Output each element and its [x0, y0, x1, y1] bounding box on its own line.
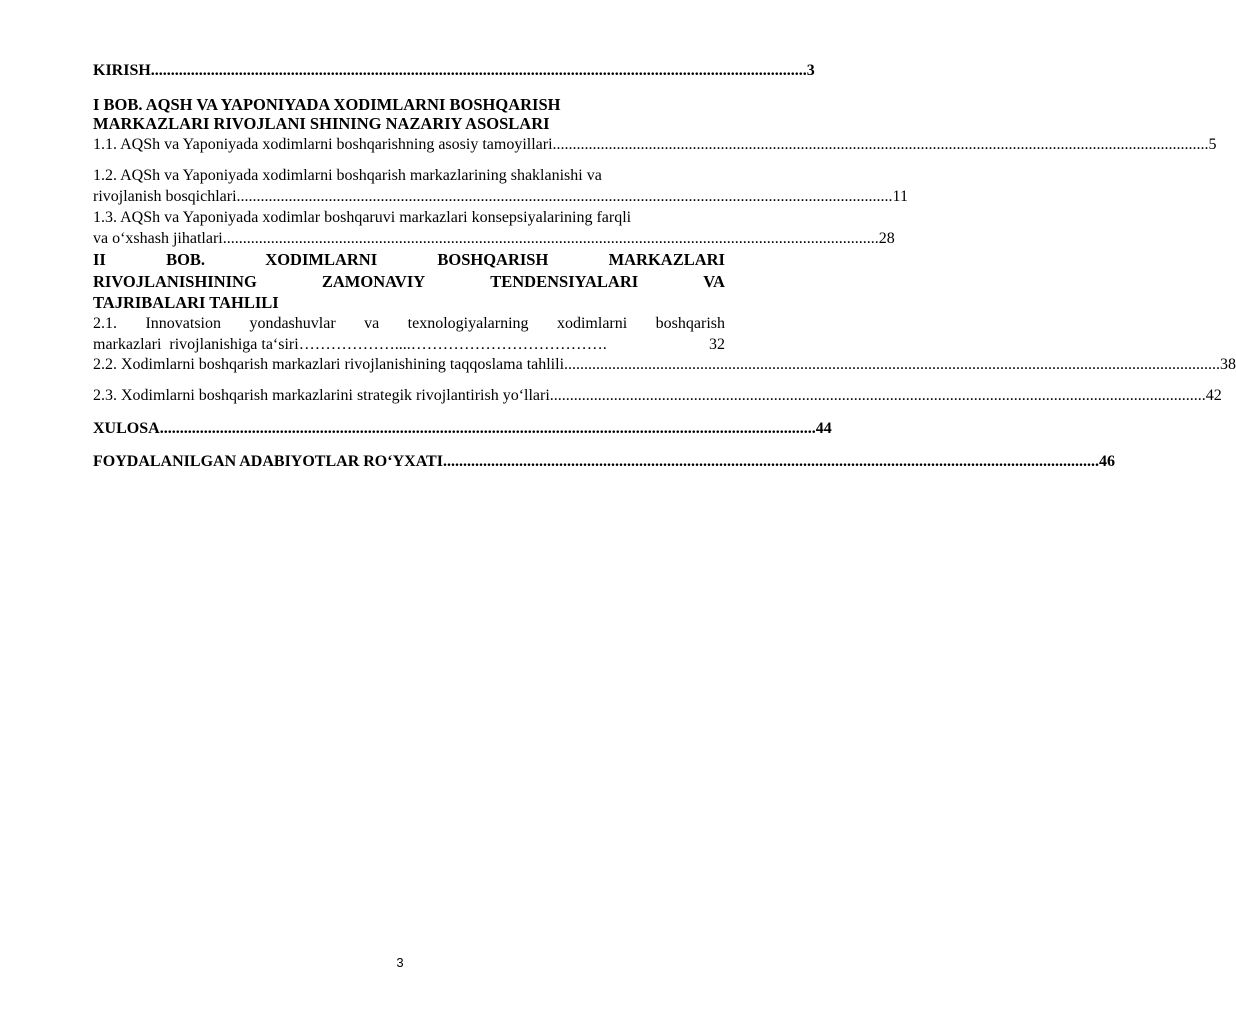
toc-page-number: 44 [815, 420, 832, 437]
toc-title: rivojlanish bosqichlari [93, 188, 237, 205]
toc-entry-2-1[interactable] [93, 335, 725, 354]
chapter-1-heading-line-2[interactable]: MARKAZLARI RIVOJLANI SHINING NAZARIY ASOSLARI [93, 114, 550, 133]
entry-word: xodimlarni [556, 315, 628, 332]
toc-entry-2-1-line-1[interactable] [93, 314, 725, 333]
heading-word: ZAMONAVIY [321, 272, 426, 291]
entry-word: boshqarish [655, 315, 725, 332]
heading-word: II [93, 250, 106, 269]
toc-title: markazlari rivojlanishiga ta‘siri [93, 336, 299, 353]
toc-entry-kirish[interactable] [93, 61, 815, 80]
toc-leader: .................................................................................................................................................................... [222, 230, 879, 247]
toc-leader: .................................................................................................................................................................... [236, 188, 893, 205]
chapter-2-heading-line-2[interactable] [93, 272, 725, 291]
chapter-1-heading-line-1[interactable]: I BOB. AQSH VA YAPONIYADA XODIMLARNI BOSHQARISH [93, 95, 561, 114]
heading-word: BOB. [166, 250, 206, 269]
heading-word: XODIMLARNI [265, 250, 378, 269]
heading-word: MARKAZLARI [608, 250, 725, 269]
toc-entry-2-2[interactable] [93, 355, 1236, 374]
toc-leader: ………………....………………………………. [298, 336, 607, 353]
toc-entry-1-3-line-1[interactable]: 1.3. AQSh va Yaponiyada xodimlar boshqaruvi markazlari konsepsiyalarining farqli [93, 209, 632, 226]
heading-word: RIVOJLANISHINING [93, 272, 257, 291]
toc-page-number: 5 [1208, 136, 1217, 153]
toc-leader: .................................................................................................................................................................... [159, 420, 816, 437]
toc-title: XULOSA [93, 420, 160, 437]
toc-page-number: 28 [878, 230, 895, 247]
chapter-2-heading-line-3[interactable]: TAJRIBALARI TAHLILI [93, 293, 279, 312]
toc-entry-2-3[interactable] [93, 386, 1222, 405]
toc-title: 2.2. Xodimlarni boshqarish markazlari rivojlanishining taqqoslama tahlili [93, 356, 565, 373]
toc-entry-xulosa[interactable] [93, 419, 832, 438]
toc-leader: .................................................................................................................................................................... [564, 356, 1221, 373]
toc-page-number: 42 [1205, 387, 1222, 404]
toc-page-number: 32 [709, 336, 725, 353]
toc-leader: .................................................................................................................................................................... [549, 387, 1206, 404]
toc-page-number: 38 [1220, 356, 1236, 373]
toc-entry-1-3[interactable] [93, 229, 895, 248]
toc-title: KIRISH [93, 62, 151, 79]
chapter-2-heading-line-1[interactable] [93, 250, 725, 269]
toc-page-number: 46 [1098, 453, 1115, 470]
toc-title: va o‘xshash jihatlari [93, 230, 223, 247]
toc-title: 1.1. AQSh va Yaponiyada xodimlarni boshqarishning asosiy tamoyillari [93, 136, 553, 153]
toc-page-number: 11 [892, 188, 908, 205]
toc-leader: .................................................................................................................................................................... [150, 62, 807, 79]
toc-leader: .................................................................................................................................................................... [442, 453, 1099, 470]
page-number: 3 [396, 955, 404, 970]
toc-page-number: 3 [806, 62, 815, 79]
entry-word: Innovatsion [145, 315, 221, 332]
toc-title: 2.3. Xodimlarni boshqarish markazlarini strategik rivojlantirish yo‘llari [93, 387, 550, 404]
heading-word: BOSHQARISH [437, 250, 549, 269]
toc-entry-1-1[interactable] [93, 135, 1217, 154]
heading-word: TENDENSIYALARI [490, 272, 639, 291]
entry-word: texnologiyalarning [407, 315, 529, 332]
toc-leader: .................................................................................................................................................................... [552, 136, 1209, 153]
toc-entry-1-2[interactable] [93, 187, 908, 206]
toc-title: FOYDALANILGAN ADABIYOTLAR RO‘YXATI [93, 453, 443, 470]
toc-entry-adabiyotlar[interactable] [93, 452, 1115, 471]
entry-word: va [364, 315, 380, 332]
entry-word: 2.1. [93, 315, 117, 332]
entry-word: yondashuvlar [249, 315, 336, 332]
toc-entry-1-2-line-1[interactable]: 1.2. AQSh va Yaponiyada xodimlarni boshqarish markazlarining shaklanishi va [93, 167, 602, 184]
heading-word: VA [703, 272, 725, 291]
